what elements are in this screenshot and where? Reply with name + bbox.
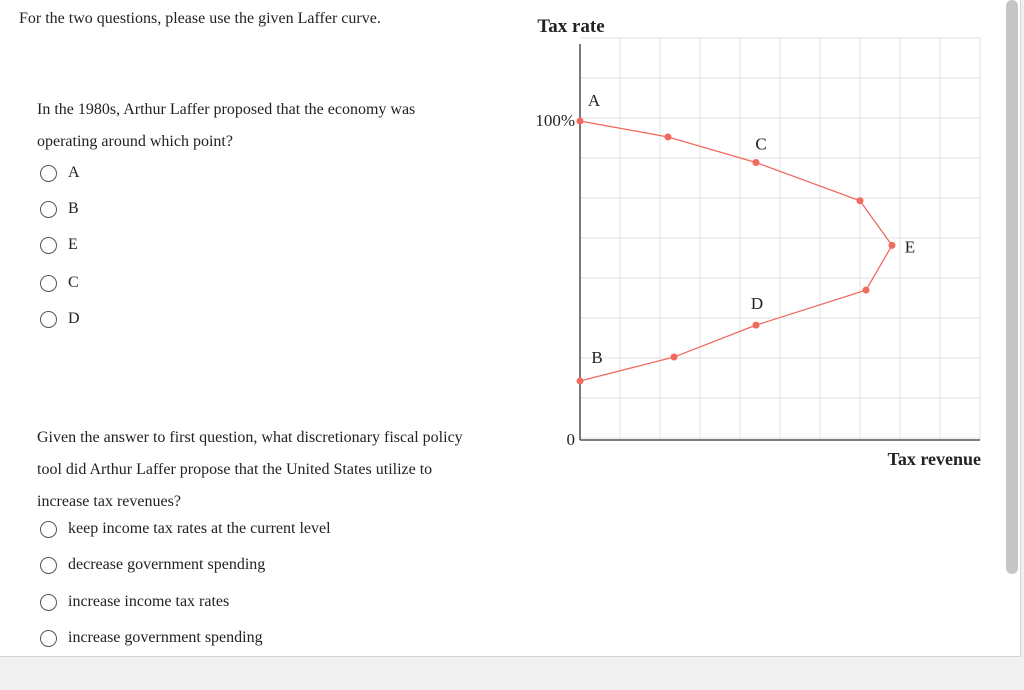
chart-grid xyxy=(580,38,980,440)
y-tick-label: 0 xyxy=(566,430,575,449)
x-axis-title: Tax revenue xyxy=(887,449,981,469)
option-label: B xyxy=(68,200,79,217)
y-axis-title: Tax rate xyxy=(537,16,605,37)
q2-option-keep-rates[interactable] xyxy=(40,517,331,541)
radio-icon[interactable] xyxy=(40,521,57,538)
q2-option-decrease-spending[interactable] xyxy=(40,553,265,577)
data-point xyxy=(665,133,672,140)
q2-option-increase-rates[interactable] xyxy=(40,590,229,614)
intro-text: For the two questions, please use the given Laffer curve. xyxy=(19,10,381,27)
data-point xyxy=(671,354,678,361)
option-label: keep income tax rates at the current level xyxy=(68,520,331,537)
option-label: A xyxy=(68,164,80,181)
radio-icon[interactable] xyxy=(40,630,57,647)
data-point xyxy=(863,287,870,294)
data-point xyxy=(889,242,896,249)
radio-icon[interactable] xyxy=(40,557,57,574)
q2-option-increase-spending[interactable] xyxy=(40,626,263,650)
point-label: E xyxy=(904,237,916,257)
data-point xyxy=(577,377,584,384)
option-label: E xyxy=(68,236,78,253)
scrollbar[interactable] xyxy=(1006,0,1018,574)
chart-label-layer xyxy=(588,91,915,367)
option-label: decrease government spending xyxy=(68,556,266,573)
question-1-text: In the 1980s, Arthur Laffer proposed that the economy was operating around which point? xyxy=(37,101,416,150)
y-tick-label: 100% xyxy=(535,111,575,130)
option-label: C xyxy=(68,274,79,291)
question-2-text: Given the answer to first question, what discretionary fiscal policy tool did Arthur Laffer propose that the United States utilize to increase tax revenues? xyxy=(37,429,463,510)
data-point xyxy=(753,322,760,329)
data-point xyxy=(577,118,584,125)
point-label: A xyxy=(587,91,601,110)
data-point xyxy=(857,197,864,204)
option-label: increase government spending xyxy=(68,629,263,646)
data-point xyxy=(753,159,760,166)
series-line xyxy=(580,121,892,381)
option-label: increase income tax rates xyxy=(68,593,230,610)
radio-icon[interactable] xyxy=(40,594,57,611)
point-label: C xyxy=(755,134,767,154)
option-label: D xyxy=(68,310,80,327)
point-label: B xyxy=(591,347,603,367)
point-label: D xyxy=(750,294,764,314)
